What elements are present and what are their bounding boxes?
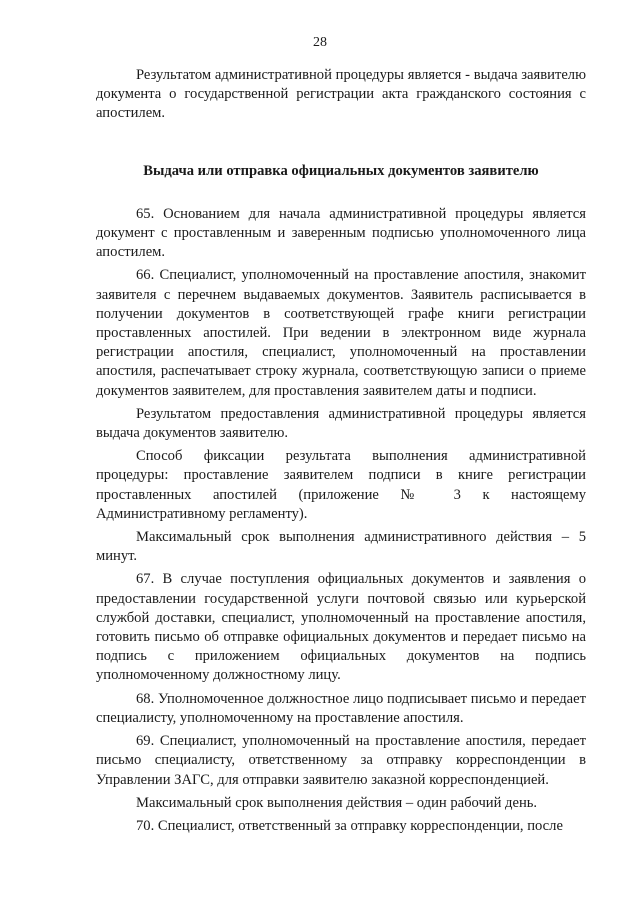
paragraph-fixation-method: Способ фиксации результата выполнения административной процедуры: проставление заявителем подписи в книге регистрации проставленных апостилей (приложение № 3 к настоящему Административному регламенту). xyxy=(96,448,586,522)
paragraph-67: 67. В случае поступления официальных документов и заявления о предоставлении государственной услуги почтовой связью или курьерской службой доставки, специалист, уполномоченный на проставление апостиля, готовить письмо об отправке официальных документов и передает письмо на подпись с приложением официальных документов на подпись уполномоченному должностному лицу. xyxy=(96,571,586,684)
intro-paragraph: Результатом административной процедуры является - выдача заявителю документа о государственной регистрации акта гражданского состояния с апостилем. xyxy=(96,67,586,122)
paragraph-66: 66. Специалист, уполномоченный на проставление апостиля, знакомит заявителя с перечнем выдаваемых документов. Заявитель расписывается в получении документов в соответствующей графе книги регистрации проставленных апостилей. При ведении в электронном виде журнала регистрации апостиля, специалист, уполномоченный на проставлении апостиля, распечатывает строку журнала, соответствующую записи о приеме документов заявителем, для проставления заявителем даты и подписи. xyxy=(96,267,586,399)
section-heading: Выдача или отправка официальных документов заявителю xyxy=(143,162,539,179)
page-number: 28 xyxy=(313,35,327,50)
paragraph-max-time-5-min: Максимальный срок выполнения административного действия – 5 минут. xyxy=(96,529,586,565)
paragraph-max-time-one-day: Максимальный срок выполнения действия – один рабочий день. xyxy=(136,794,538,811)
paragraph-70: 70. Специалист, ответственный за отправку корреспонденции, после xyxy=(136,817,563,834)
paragraph-69: 69. Специалист, уполномоченный на проставление апостиля, передает письмо специалисту, ответственному за отправку корреспонденции в Управлении ЗАГС, для отправки заявителю заказной корреспонденцией. xyxy=(96,733,586,788)
document-body xyxy=(96,66,586,840)
paragraph-68: 68. Уполномоченное должностное лицо подписывает письмо и передает специалисту, уполномоченному на проставление апостиля. xyxy=(96,690,586,726)
paragraph-result: Результатом предоставления административной процедуры является выдача документов заявителю. xyxy=(96,405,586,442)
paragraph-65: 65. Основанием для начала административной процедуры является документ с проставленным и заверенным подписью уполномоченного лица апостилем. xyxy=(96,205,586,261)
